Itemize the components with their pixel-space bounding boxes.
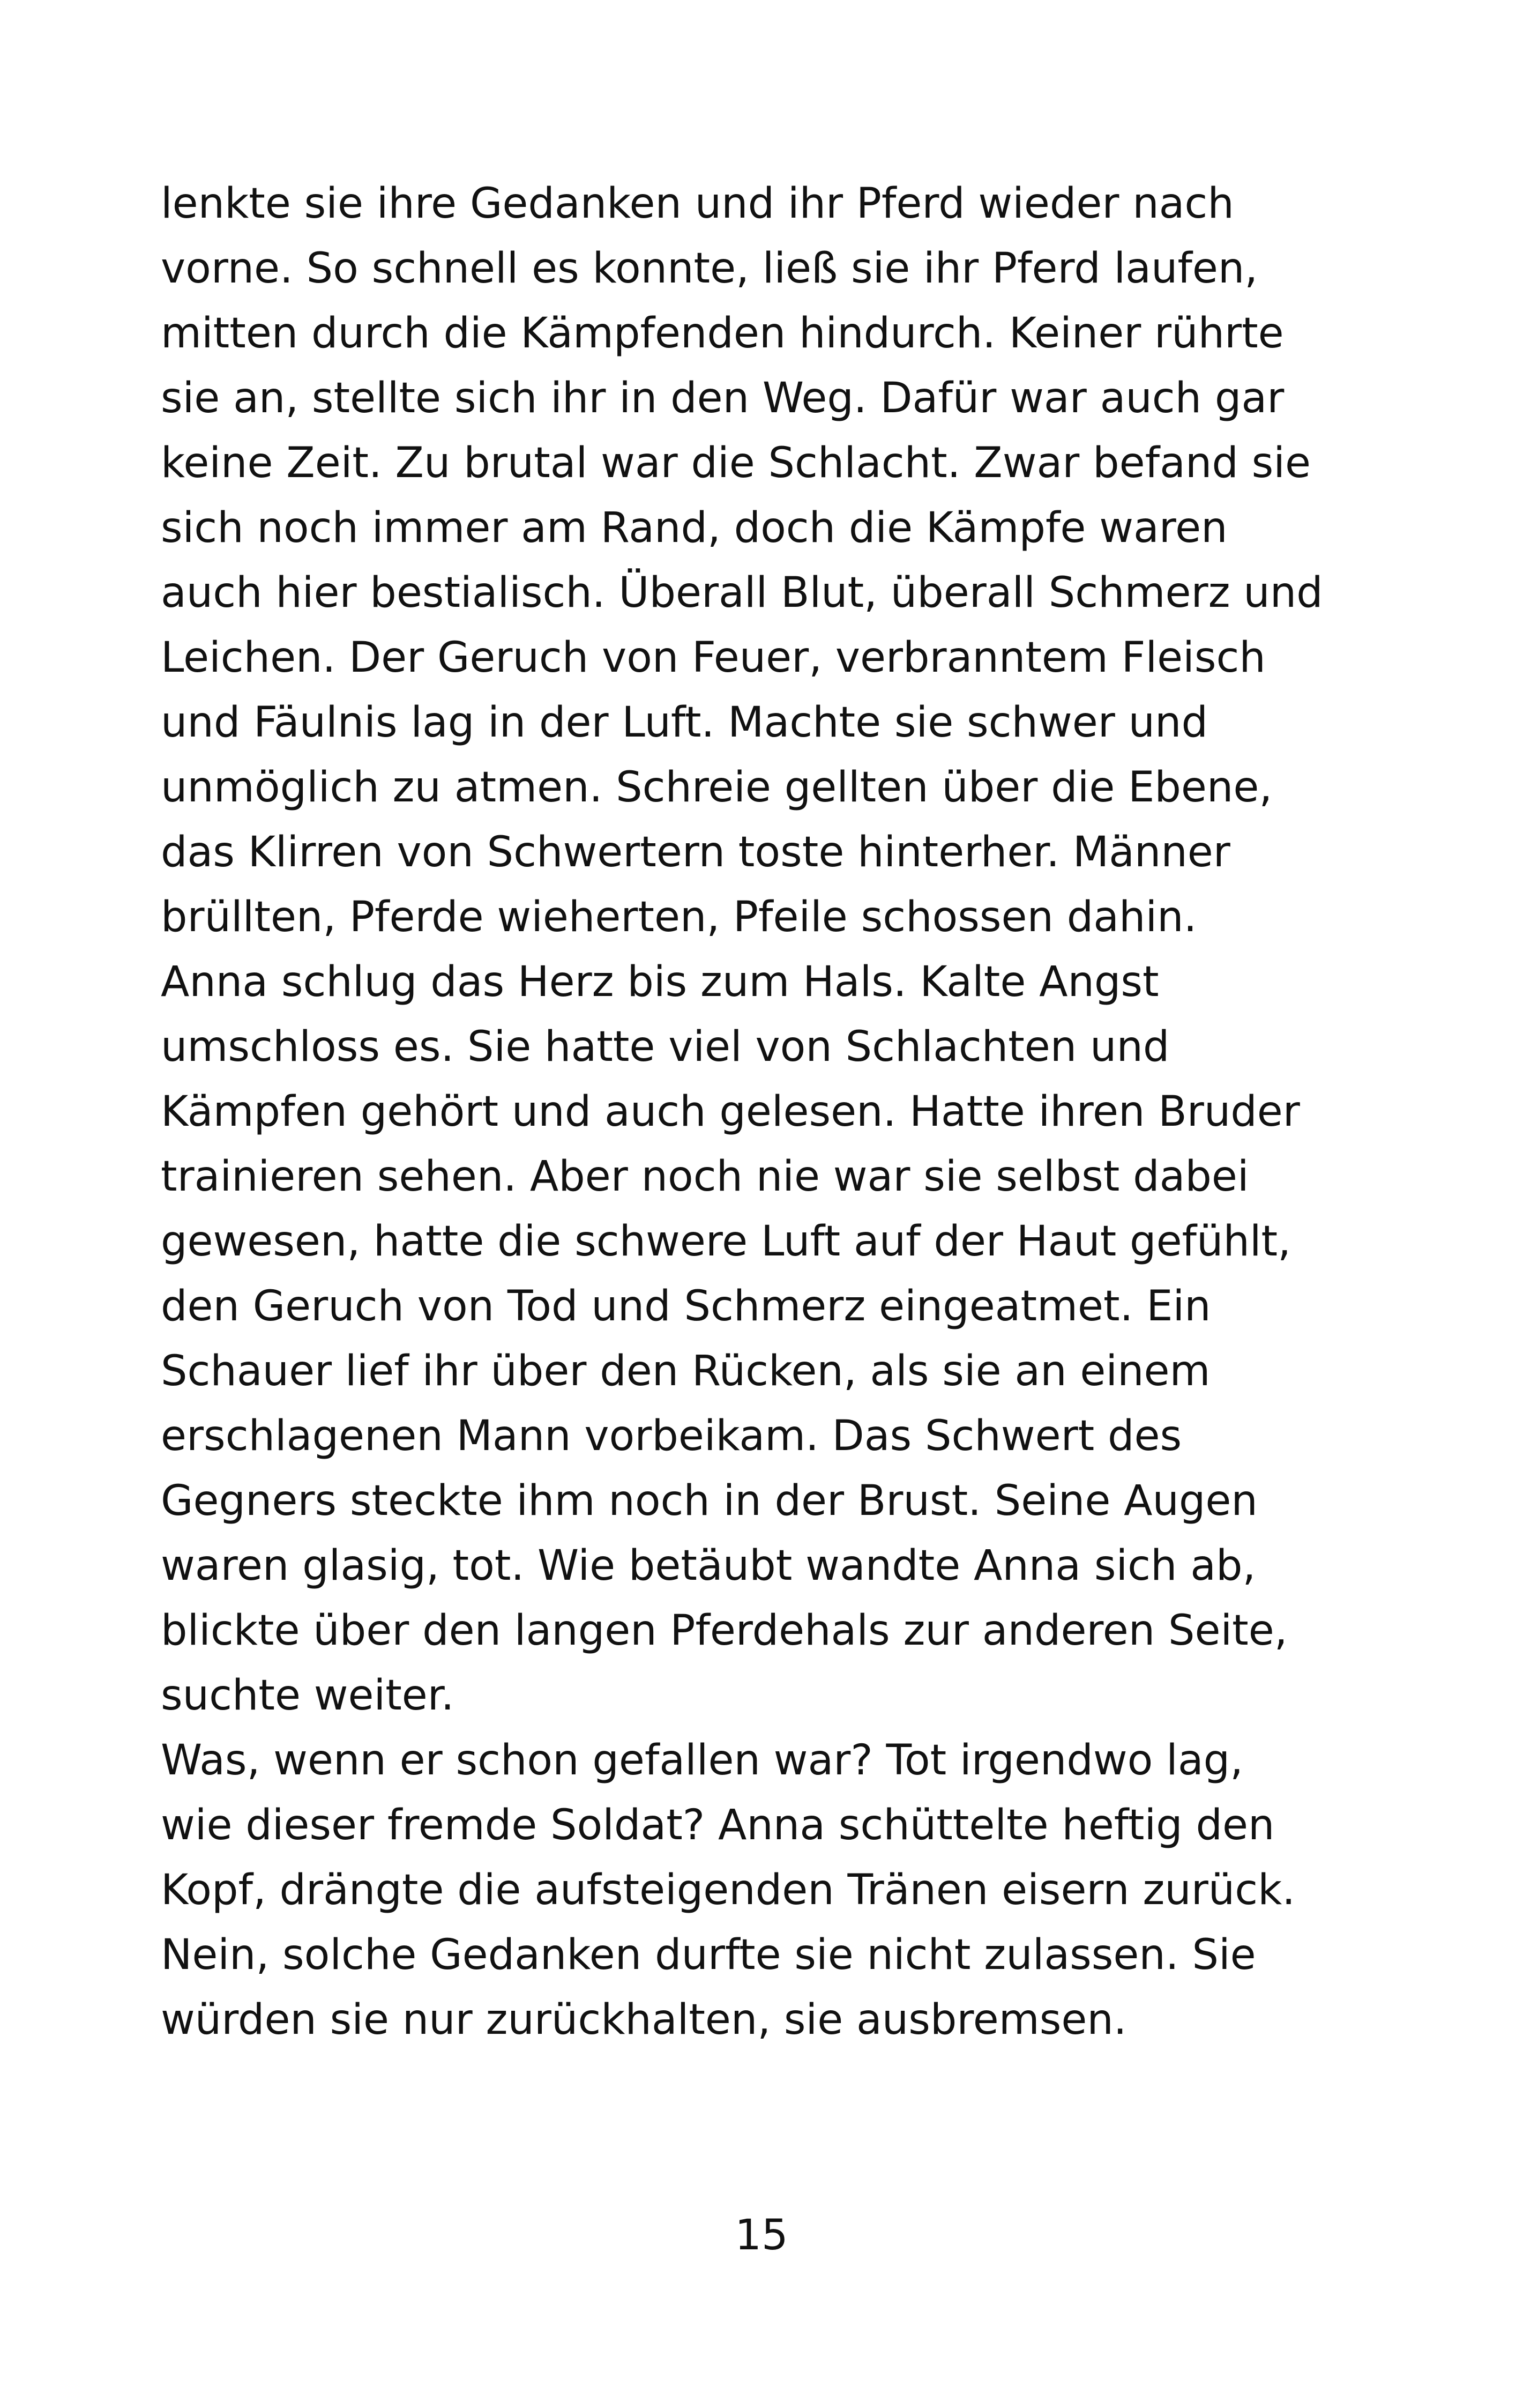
text-line: unmöglich zu atmen. Schreie gellten über die Ebene, (161, 763, 1273, 812)
text-line: waren glasig, tot. Wie betäubt wandte Anna sich ab, (161, 1542, 1256, 1590)
page-number: 15 (735, 2211, 788, 2260)
text-line: Anna schlug das Herz bis zum Hals. Kalte Angst (161, 958, 1159, 1006)
text-line: Gegners steckte ihm noch in der Brust. Seine Augen (161, 1477, 1258, 1525)
text-line: Leichen. Der Geruch von Feuer, verbranntem Fleisch (161, 634, 1266, 682)
text-line: würden sie nur zurückhalten, sie ausbremsen. (161, 1996, 1127, 2044)
text-line: suchte weiter. (161, 1671, 454, 1720)
text-line: vorne. So schnell es konnte, ließ sie ihr Pferd laufen, (161, 244, 1258, 293)
text-line: Nein, solche Gedanken durfte sie nicht zulassen. Sie (161, 1931, 1256, 1979)
text-line: Was, wenn er schon gefallen war? Tot irgendwo lag, (161, 1736, 1243, 1785)
text-line: wie dieser fremde Soldat? Anna schüttelte heftig den (161, 1801, 1275, 1849)
text-line: Schauer lief ihr über den Rücken, als sie an einem (161, 1347, 1211, 1395)
text-line: erschlagenen Mann vorbeikam. Das Schwert des (161, 1412, 1182, 1460)
text-line: keine Zeit. Zu brutal war die Schlacht. Zwar befand sie (161, 439, 1311, 487)
text-line: den Geruch von Tod und Schmerz eingeatmet. Ein (161, 1282, 1211, 1331)
text-line: Kämpfen gehört und auch gelesen. Hatte ihren Bruder (161, 1088, 1300, 1136)
text-line: mitten durch die Kämpfenden hindurch. Keiner rührte (161, 309, 1284, 358)
text-line: sich noch immer am Rand, doch die Kämpfe waren (161, 504, 1228, 552)
text-line: sie an, stellte sich ihr in den Weg. Dafür war auch gar (161, 374, 1285, 422)
body-text (161, 172, 1393, 2053)
text-line: blickte über den langen Pferdehals zur anderen Seite, (161, 1607, 1288, 1655)
text-line: auch hier bestialisch. Überall Blut, überall Schmerz und (161, 569, 1323, 617)
text-line: das Klirren von Schwertern toste hinterher. Männer (161, 828, 1230, 876)
text-line: brüllten, Pferde wieherten, Pfeile schossen dahin. (161, 893, 1197, 941)
text-line: gewesen, hatte die schwere Luft auf der Haut gefühlt, (161, 1217, 1291, 1266)
text-line: Kopf, drängte die aufsteigenden Tränen eisern zurück. (161, 1866, 1296, 1914)
text-line: lenkte sie ihre Gedanken und ihr Pferd wieder nach (161, 180, 1234, 228)
text-line: umschloss es. Sie hatte viel von Schlachten und (161, 1023, 1170, 1071)
text-line: und Fäulnis lag in der Luft. Machte sie schwer und (161, 698, 1208, 747)
text-line: trainieren sehen. Aber noch nie war sie selbst dabei (161, 1153, 1249, 1201)
